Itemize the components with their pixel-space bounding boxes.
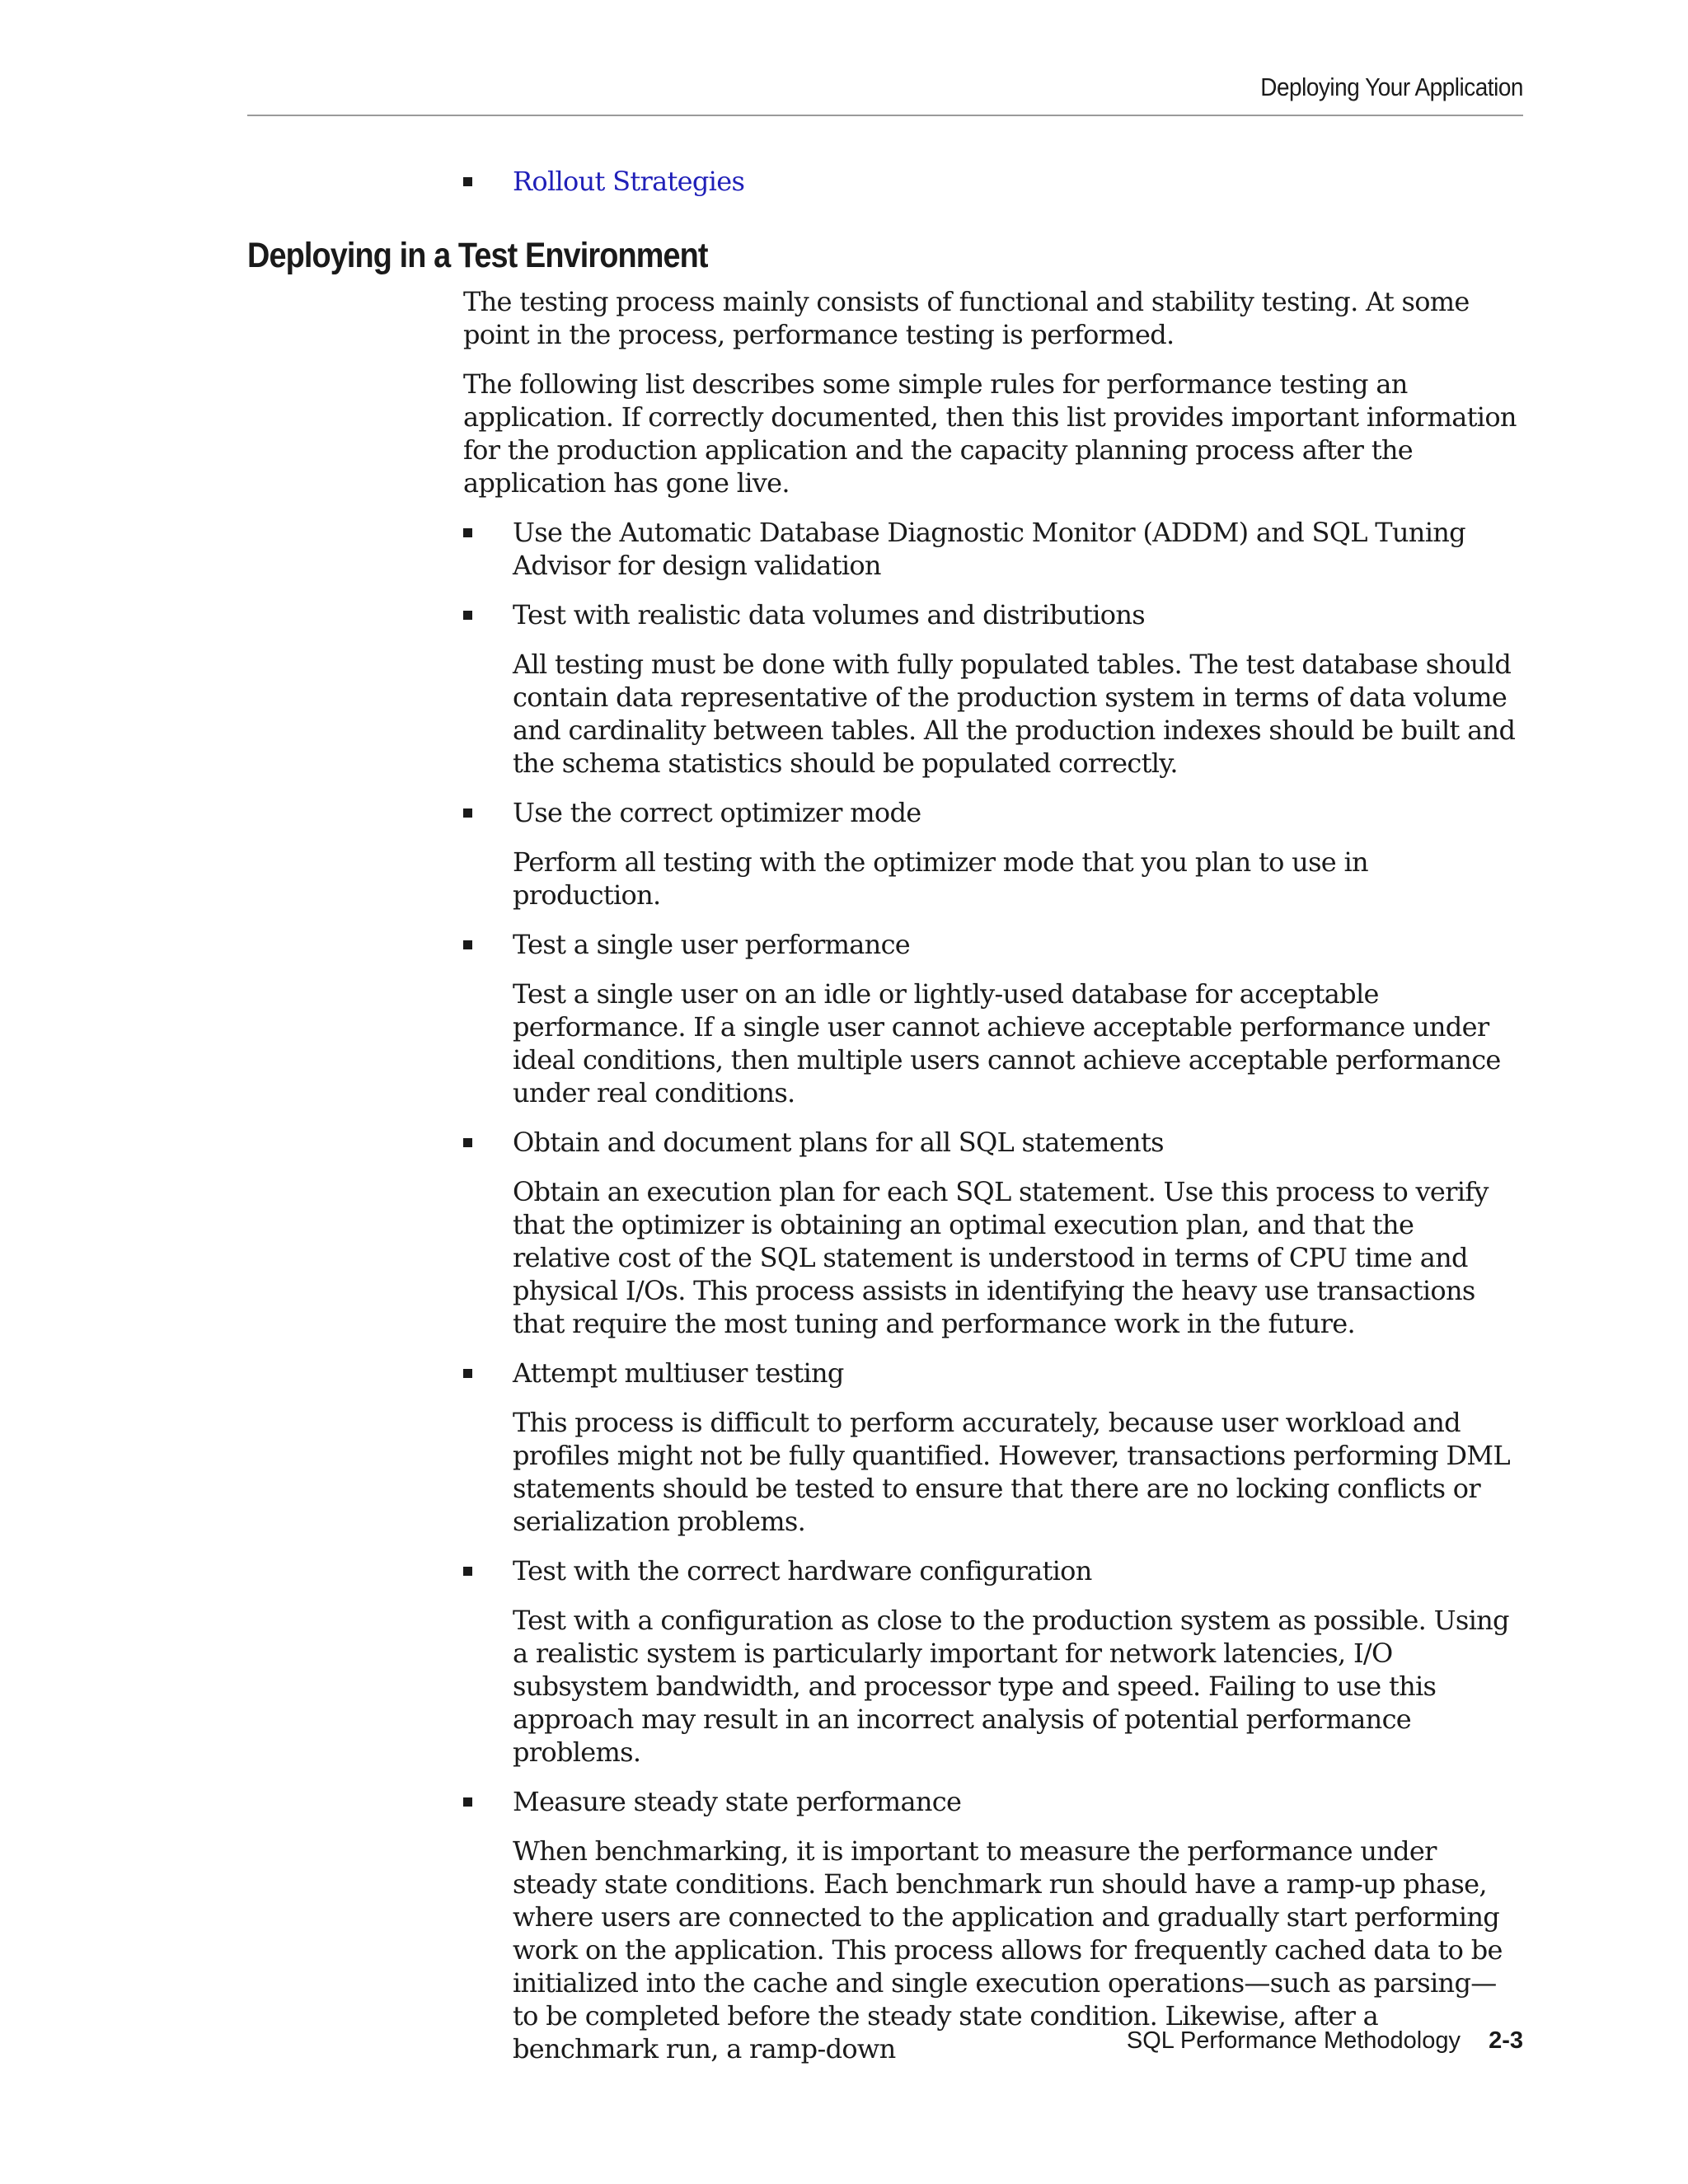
- bullet-icon: [463, 808, 472, 818]
- bullet-icon: [463, 1138, 472, 1147]
- list-item: [463, 516, 1518, 582]
- list-item: [463, 928, 1518, 1109]
- rollout-strategies-link[interactable]: Rollout Strategies: [513, 166, 745, 197]
- bullet-icon: [463, 528, 472, 537]
- intro-paragraph: The testing process mainly consists of functional and stability testing. At some point in the process, performance testing is performed.: [463, 286, 1470, 350]
- running-header: Deploying Your Application: [1260, 73, 1523, 101]
- item-title: Test with the correct hardware configuration: [513, 1555, 1092, 1586]
- bullet-icon: [463, 1369, 472, 1378]
- section-heading: Deploying in a Test Environment: [247, 236, 708, 275]
- bullet-icon: [463, 1797, 472, 1807]
- page-content: [247, 165, 1523, 2082]
- item-title: Use the Automatic Database Diagnostic Monitor (ADDM) and SQL Tuning Advisor for design validation: [513, 517, 1465, 581]
- item-title: Obtain and document plans for all SQL statements: [513, 1127, 1164, 1158]
- item-title: Test with realistic data volumes and distributions: [513, 599, 1146, 630]
- item-description: All testing must be done with fully populated tables. The test database should contain data representative of the production system in terms of data volume and cardinality between tables. All the production indexes should be built and the schema statistics should be populated correctly.: [513, 649, 1516, 779]
- rules-intro-paragraph: The following list describes some simple rules for performance testing an application. If correctly documented, then this list provides important information for the production application and the capacity planning process after the application has gone live.: [463, 368, 1517, 499]
- list-item: [463, 165, 1518, 198]
- list-item: [463, 1785, 1518, 2065]
- section-body: [463, 285, 1518, 2065]
- list-item: [463, 796, 1518, 912]
- item-description: This process is difficult to perform accurately, because user workload and profiles might not be fully quantified. However, transactions performing DML statements should be tested to ensure that there are no locking conflicts or serialization problems.: [513, 1407, 1510, 1537]
- list-item: [463, 1554, 1518, 1769]
- item-description: Test with a configuration as close to the production system as possible. Using a realistic system is particularly important for network latencies, I/O subsystem bandwidth, and processor type and speed. Failing to use this approach may result in an incorrect analysis of potential performance problems.: [513, 1605, 1509, 1768]
- testing-rules-list: [463, 516, 1518, 2065]
- bullet-icon: [463, 611, 472, 620]
- bullet-icon: [463, 1567, 472, 1576]
- item-title: Use the correct optimizer mode: [513, 797, 921, 828]
- page-number: 2-3: [1489, 2027, 1523, 2054]
- footer-book-title: SQL Performance Methodology: [1126, 2027, 1461, 2054]
- bullet-icon: [463, 177, 472, 186]
- list-item: [463, 1126, 1518, 1340]
- page-footer: [1127, 2027, 1523, 2055]
- top-link-list: [463, 165, 1518, 198]
- item-description: Perform all testing with the optimizer mode that you plan to use in production.: [513, 846, 1368, 911]
- list-item: [463, 598, 1518, 780]
- item-title: Attempt multiuser testing: [513, 1357, 844, 1389]
- item-description: Test a single user on an idle or lightly-used database for acceptable performance. If a single user cannot achieve acceptable performance under ideal conditions, then multiple users cannot achieve acceptable performance under real conditions.: [513, 978, 1501, 1108]
- item-title: Measure steady state performance: [513, 1786, 962, 1817]
- header-rule: [247, 115, 1523, 116]
- bullet-icon: [463, 940, 472, 949]
- item-description: When benchmarking, it is important to measure the performance under steady state conditions. Each benchmark run should have a ramp-up phase, where users are connected to the application and gradually start performing work on the application. This process allows for frequently cached data to be initialized into the cache and single execution operations—such as parsing—to be completed before the steady state condition. Likewise, after a benchmark run, a ramp-down: [513, 1835, 1503, 2064]
- item-description: Obtain an execution plan for each SQL statement. Use this process to verify that the optimizer is obtaining an optimal execution plan, and that the relative cost of the SQL statement is understood in terms of CPU time and physical I/Os. This process assists in identifying the heavy use transactions that require the most tuning and performance work in the future.: [513, 1176, 1489, 1339]
- list-item: [463, 1357, 1518, 1538]
- item-title: Test a single user performance: [513, 929, 911, 960]
